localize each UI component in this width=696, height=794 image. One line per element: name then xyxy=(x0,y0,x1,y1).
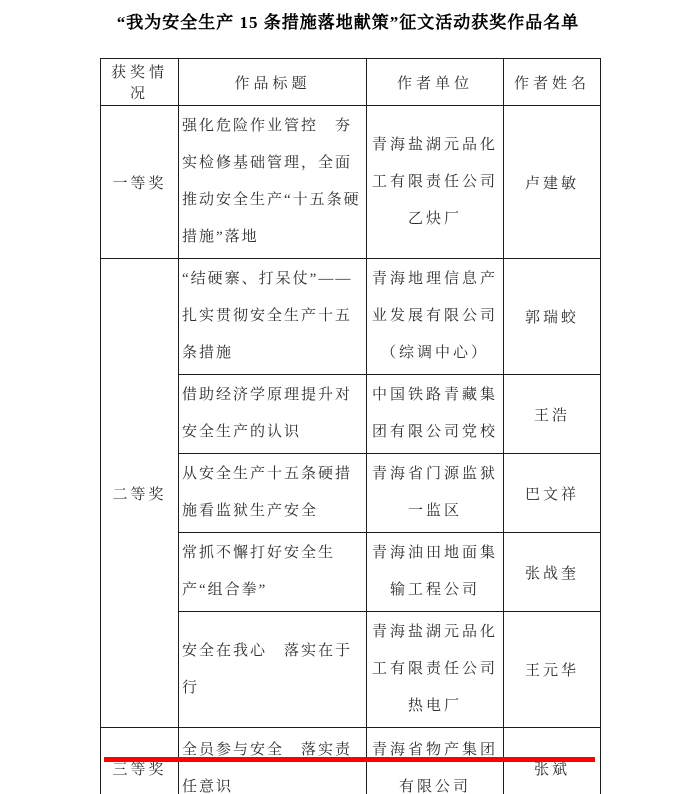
work-title-cell: “结硬寨、打呆仗”——扎实贯彻安全生产十五条措施 xyxy=(179,259,367,375)
work-title-cell: 全员参与安全 落实责任意识 xyxy=(179,728,367,794)
header-cell-2: 作者单位 xyxy=(367,59,504,106)
red-underline-annotation xyxy=(104,757,595,762)
author-name-cell: 王浩 xyxy=(504,375,601,454)
author-unit-cell: 青海省门源监狱一监区 xyxy=(367,454,504,533)
author-name-cell: 郭瑞蛟 xyxy=(504,259,601,375)
work-title-cell: 借助经济学原理提升对安全生产的认识 xyxy=(179,375,367,454)
table-row xyxy=(101,106,601,259)
author-unit-cell: 青海盐湖元品化工有限责任公司热电厂 xyxy=(367,612,504,728)
author-name-cell: 卢建敏 xyxy=(504,106,601,259)
header-cell-0: 获奖情况 xyxy=(101,59,179,106)
page-title: “我为安全生产 15 条措施落地献策”征文活动获奖作品名单 xyxy=(116,13,580,32)
work-title-cell: 常抓不懈打好安全生产“组合拳” xyxy=(179,533,367,612)
table-row xyxy=(101,59,601,106)
work-title-cell: 从安全生产十五条硬措施看监狱生产安全 xyxy=(179,454,367,533)
awards-table xyxy=(100,58,601,794)
award-cell: 三等奖 xyxy=(101,728,179,794)
award-cell: 二等奖 xyxy=(101,259,179,728)
award-cell: 一等奖 xyxy=(101,106,179,259)
work-title-cell: 安全在我心 落实在于行 xyxy=(179,612,367,728)
author-unit-cell: 青海盐湖元品化工有限责任公司乙炔厂 xyxy=(367,106,504,259)
table-header-row xyxy=(101,59,601,106)
author-name-cell: 王元华 xyxy=(504,612,601,728)
author-unit-cell: 青海省物产集团有限公司 xyxy=(367,728,504,794)
author-unit-cell: 青海地理信息产业发展有限公司（综调中心） xyxy=(367,259,504,375)
author-unit-cell: 中国铁路青藏集团有限公司党校 xyxy=(367,375,504,454)
author-name-cell: 张斌 xyxy=(504,728,601,794)
author-name-cell: 巴文祥 xyxy=(504,454,601,533)
header-cell-1: 作品标题 xyxy=(179,59,367,106)
author-name-cell: 张战奎 xyxy=(504,533,601,612)
work-title-cell: 强化危险作业管控 夯实检修基础管理，全面推动安全生产“十五条硬措施”落地 xyxy=(179,106,367,259)
table-row xyxy=(101,259,601,375)
author-unit-cell: 青海油田地面集输工程公司 xyxy=(367,533,504,612)
header-cell-3: 作者姓名 xyxy=(504,59,601,106)
